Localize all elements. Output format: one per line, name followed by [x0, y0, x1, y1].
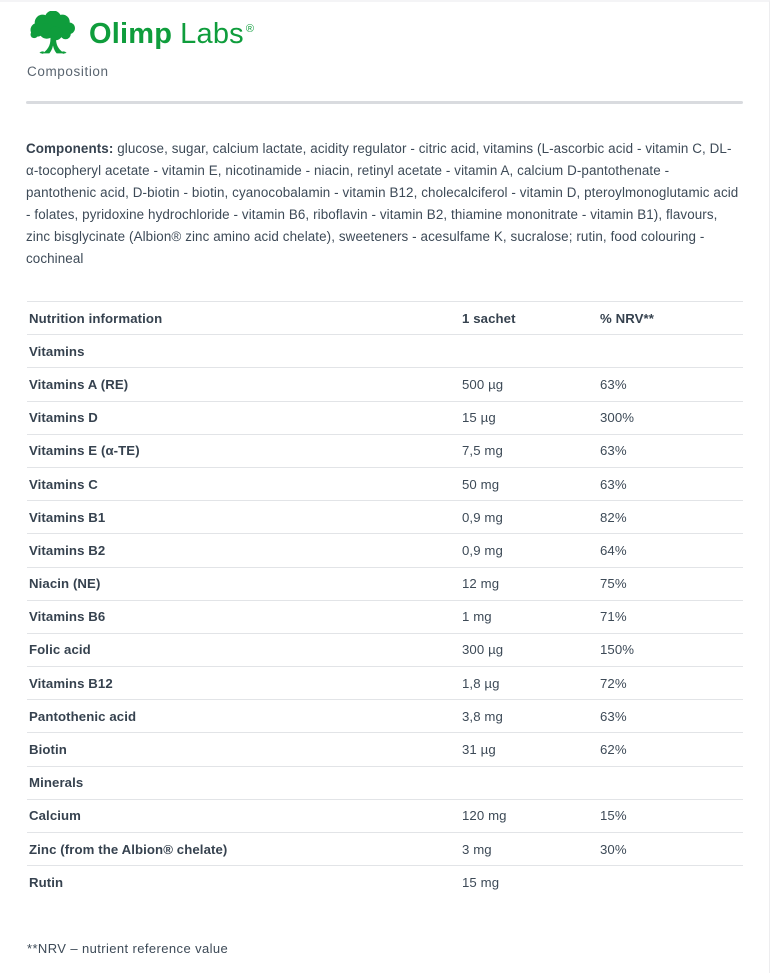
- nutrient-name: Calcium: [29, 808, 82, 824]
- components-paragraph: [26, 138, 742, 270]
- nutrient-name: Vitamins B1: [29, 509, 106, 525]
- nutrient-amount: 50 mg: [462, 476, 500, 492]
- nutrition-table: [27, 301, 743, 899]
- nutrient-name: Vitamins: [29, 343, 85, 359]
- table-row: [27, 733, 743, 766]
- table-row: [27, 402, 743, 435]
- nutrient-name: Biotin: [29, 742, 67, 758]
- nutrient-amount: 12 mg: [462, 576, 500, 592]
- table-row: [27, 534, 743, 567]
- nutrient-amount: 31 µg: [462, 742, 496, 758]
- olimp-labs-logo: [26, 11, 254, 57]
- nutrient-amount: 15 µg: [462, 410, 496, 426]
- nutrient-name: Pantothenic acid: [29, 708, 137, 724]
- page-title: Composition: [27, 64, 109, 79]
- table-row: [27, 501, 743, 534]
- nutrient-nrv: 82%: [600, 509, 627, 525]
- header-1-sachet: 1 sachet: [462, 310, 516, 326]
- nutrient-nrv: 62%: [600, 742, 627, 758]
- nutrient-nrv: 64%: [600, 542, 627, 558]
- nutrient-name: Vitamins B2: [29, 542, 106, 558]
- header-nutrition-information: Nutrition information: [29, 310, 163, 326]
- table-row: [27, 767, 743, 800]
- logo-word-labs: Labs: [180, 17, 244, 50]
- table-row: [27, 634, 743, 667]
- table-row: [27, 435, 743, 468]
- nutrient-amount: 1 mg: [462, 609, 492, 625]
- nutrient-name: Vitamins A (RE): [29, 376, 129, 392]
- nutrient-name: Vitamins B12: [29, 675, 113, 691]
- nutrient-name: Vitamins B6: [29, 609, 106, 625]
- nutrient-amount: 3,8 mg: [462, 708, 503, 724]
- nutrient-amount: 120 mg: [462, 808, 507, 824]
- nutrient-nrv: 15%: [600, 808, 627, 824]
- header-nrv: % NRV**: [600, 310, 654, 326]
- nutrient-name: Vitamins E (α-TE): [29, 443, 140, 459]
- nutrient-nrv: 63%: [600, 476, 627, 492]
- nutrient-nrv: 30%: [600, 841, 627, 857]
- olimp-tree-icon: [26, 11, 80, 57]
- nutrient-name: Vitamins D: [29, 410, 98, 426]
- nutrient-amount: 3 mg: [462, 841, 492, 857]
- logo-word-olimp: Olimp: [89, 17, 173, 50]
- table-row: [27, 800, 743, 833]
- registered-mark: ®: [245, 22, 255, 35]
- horizontal-divider: [26, 101, 743, 104]
- nutrient-nrv: 150%: [600, 642, 635, 658]
- nutrient-nrv: 300%: [600, 410, 635, 426]
- table-row: [27, 368, 743, 401]
- nutrient-nrv: 63%: [600, 708, 627, 724]
- nutrient-amount: 15 mg: [462, 875, 500, 891]
- nutrient-nrv: 71%: [600, 609, 627, 625]
- nutrient-amount: 500 µg: [462, 376, 504, 392]
- nutrient-amount: 300 µg: [462, 642, 504, 658]
- nutrient-name: Niacin (NE): [29, 576, 101, 592]
- nutrient-nrv: 63%: [600, 443, 627, 459]
- table-row: [27, 468, 743, 501]
- components-text: glucose, sugar, calcium lactate, acidity regulator - citric acid, vitamins (L-ascorbic acid - vitamin C, DL-α-tocopheryl acetate - vitamin E, nicotinamide - niacin, retinyl acetate - vitamin A, calcium D-pantothenate - pantothenic acid, D-biotin - biotin, cyanocobalamin - vitamin B12, cholecalciferol - vitamin D, pteroylmonoglutamic acid - folates, pyridoxine hydrochloride - vitamin B6, riboflavin - vitamin B2, thiamine mononitrate - vitamin B1), flavours, zinc bisglycinate (Albion® zinc amino acid chelate), sweeteners - acesulfame K, sucralose; rutin, food colouring - cochineal: [26, 141, 739, 266]
- nutrient-name: Folic acid: [29, 642, 91, 658]
- nutrient-name: Rutin: [29, 875, 64, 891]
- nutrient-amount: 1,8 µg: [462, 675, 500, 691]
- table-row: [27, 833, 743, 866]
- nutrient-nrv: 72%: [600, 675, 627, 691]
- table-row: [27, 866, 743, 899]
- table-header-row: [27, 302, 743, 335]
- logo-wordmark: [89, 17, 255, 50]
- nrv-footnote: **NRV – nutrient reference value: [27, 941, 229, 956]
- nutrient-nrv: 63%: [600, 376, 627, 392]
- nutrient-name: Vitamins C: [29, 476, 98, 492]
- nutrient-amount: 7,5 mg: [462, 443, 503, 459]
- table-row: [27, 568, 743, 601]
- table-row: [27, 335, 743, 368]
- nutrient-nrv: 75%: [600, 576, 627, 592]
- nutrient-amount: 0,9 mg: [462, 542, 503, 558]
- components-label: Components:: [26, 141, 114, 156]
- table-row: [27, 667, 743, 700]
- table-row: [27, 601, 743, 634]
- nutrient-amount: 0,9 mg: [462, 509, 503, 525]
- table-row: [27, 700, 743, 733]
- nutrient-name: Zinc (from the Albion® chelate): [29, 841, 228, 857]
- nutrient-name: Minerals: [29, 775, 84, 791]
